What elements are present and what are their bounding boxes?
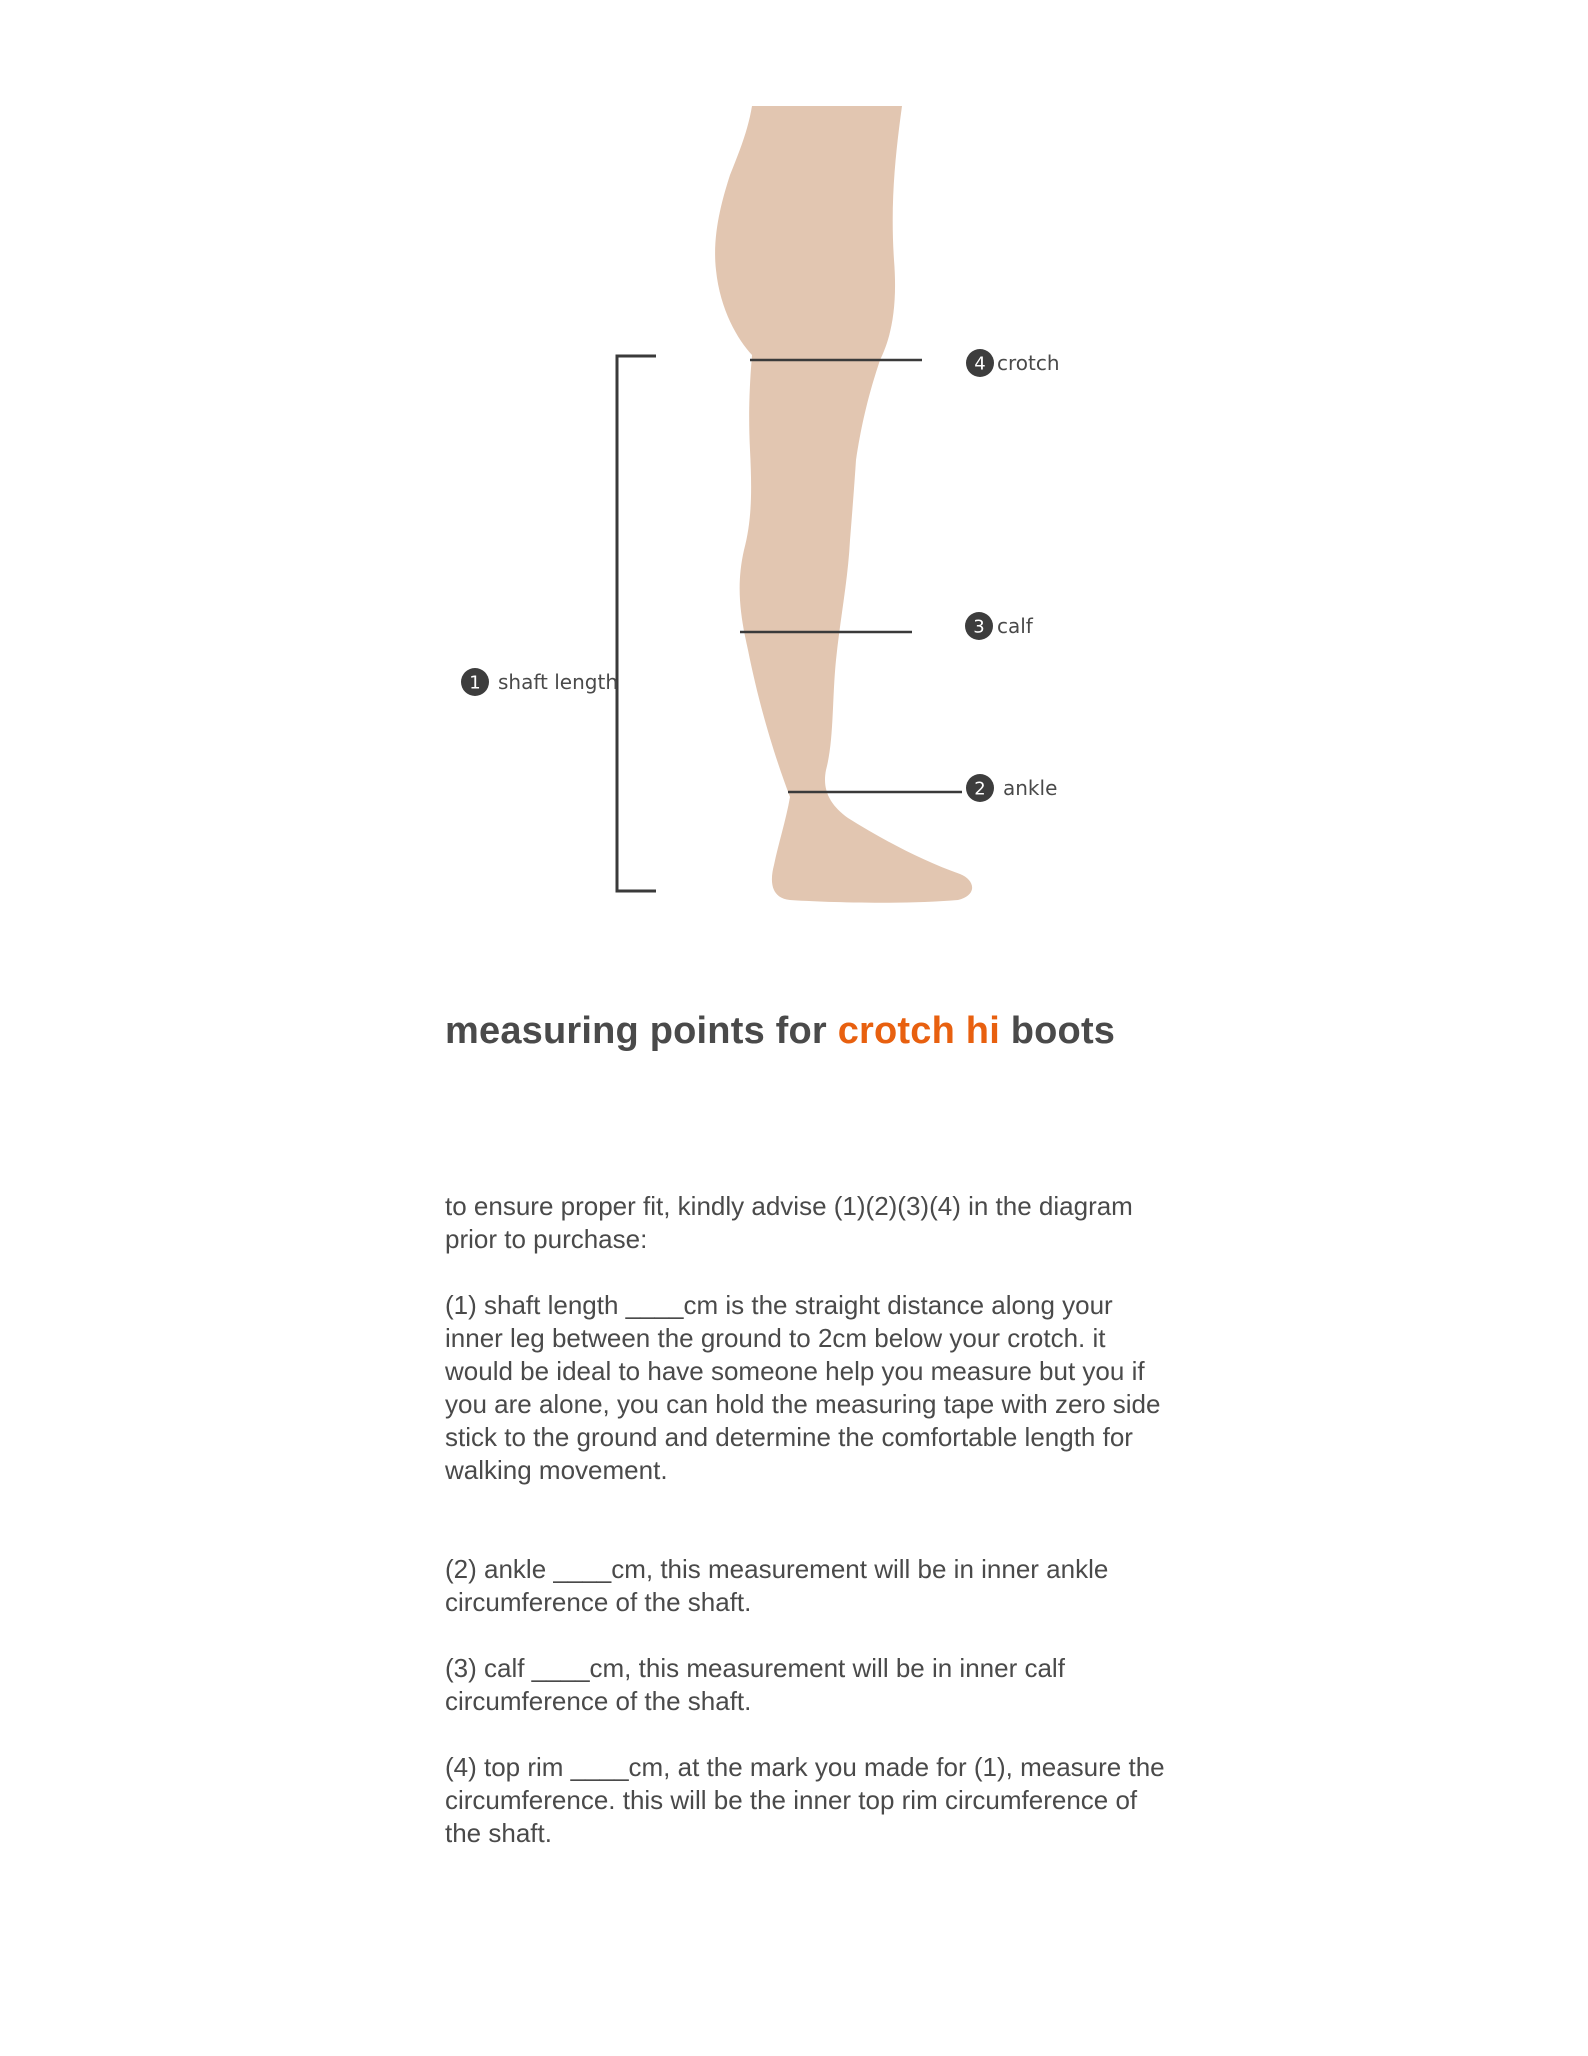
measurement-instructions <box>445 1190 1165 1850</box>
shaft-length-label: shaft length <box>498 670 618 694</box>
shaft-length-bracket <box>617 356 656 891</box>
callout-calf <box>965 612 1034 640</box>
intro-text: to ensure proper fit, kindly advise (1)(2)(3)(4) in the diagram prior to purchase: <box>445 1191 1133 1254</box>
callout-crotch <box>966 349 1060 377</box>
crotch-label: crotch <box>997 351 1060 375</box>
leg-silhouette <box>715 106 972 903</box>
leg-measurement-diagram <box>0 0 1588 960</box>
ankle-label: ankle <box>1003 776 1058 800</box>
step-2-ankle: (2) ankle ____cm, this measurement will be in inner ankle circumference of the shaft. <box>445 1554 1109 1617</box>
callout-shaft-length <box>461 668 618 696</box>
badge-3-number: 3 <box>973 616 985 638</box>
callout-ankle <box>966 774 1057 802</box>
step-3-calf: (3) calf ____cm, this measurement will be in inner calf circumference of the shaft. <box>445 1653 1065 1716</box>
badge-2-number: 2 <box>974 778 986 800</box>
step-4-top-rim: (4) top rim ____cm, at the mark you made for (1), measure the circumference. this will be the inner top rim circumference of the shaft. <box>445 1752 1165 1848</box>
badge-4-number: 4 <box>974 353 986 375</box>
page-title <box>445 1010 1115 1053</box>
badge-1-number: 1 <box>469 672 481 694</box>
step-1-shaft-length: (1) shaft length ____cm is the straight distance along your inner leg between the ground to 2cm below your crotch. it would be ideal to have someone help you measure but you if you are alone, you can hold the measuring tape with zero side stick to the ground and determine the comfortable length for walking movement. <box>445 1290 1161 1485</box>
calf-label: calf <box>997 614 1033 638</box>
title-suffix: boots <box>999 1010 1116 1052</box>
title-highlight: crotch hi <box>837 1010 1000 1052</box>
title-prefix: measuring points for <box>445 1010 838 1052</box>
